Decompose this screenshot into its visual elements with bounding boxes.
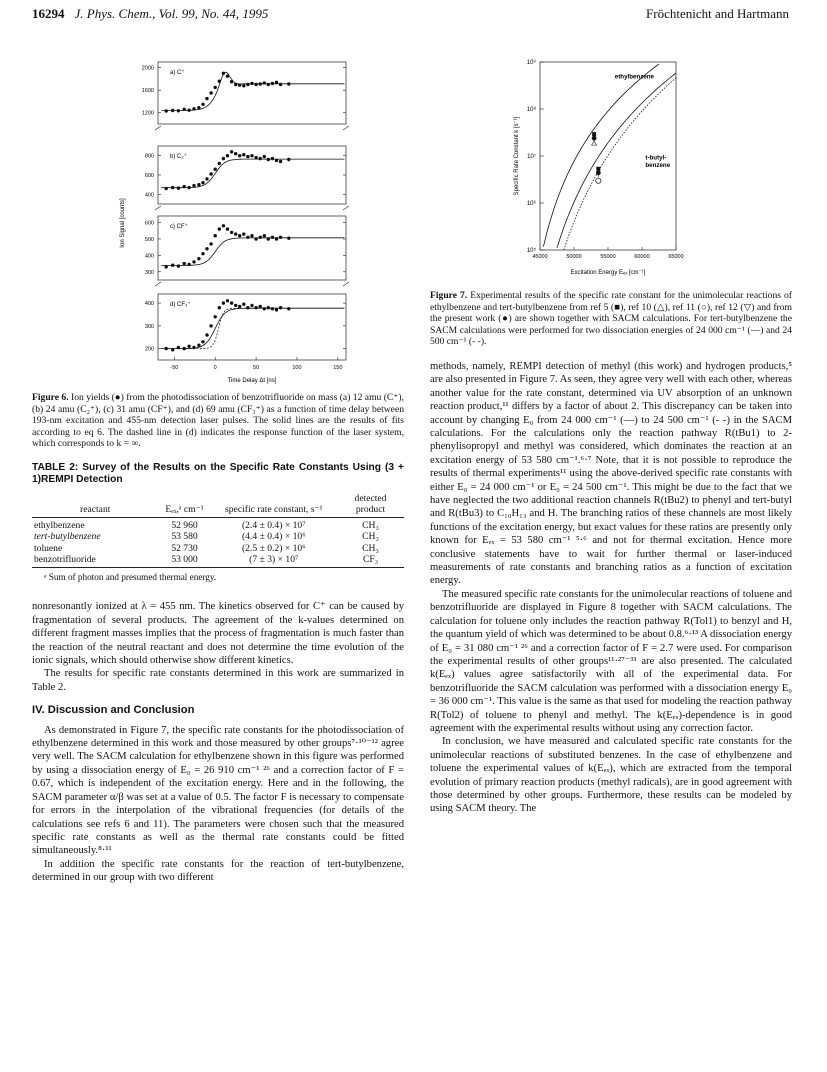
data-point bbox=[238, 83, 241, 86]
data-point bbox=[238, 234, 241, 237]
table-row bbox=[32, 531, 404, 542]
response-function-curve bbox=[161, 308, 344, 348]
data-point bbox=[192, 107, 195, 110]
x-tick-label: 45000 bbox=[532, 254, 548, 260]
table-cell-rate: (7 ± 3) × 10⁷ bbox=[211, 554, 337, 568]
data-point bbox=[271, 236, 274, 239]
x-tick-label: 150 bbox=[333, 365, 343, 371]
journal-citation: J. Phys. Chem., Vol. 99, No. 44, 1995 bbox=[74, 6, 269, 21]
data-point bbox=[275, 81, 278, 84]
data-point bbox=[201, 340, 204, 343]
data-point bbox=[177, 264, 180, 267]
data-point bbox=[197, 106, 200, 109]
data-point bbox=[267, 158, 270, 161]
table-2-header-product: detected product bbox=[337, 491, 404, 518]
running-header bbox=[32, 6, 789, 24]
table-cell-energy: 53 000 bbox=[158, 554, 210, 568]
t-butyl-label: t-butyl- bbox=[645, 154, 667, 162]
left-paragraph-4: In addition the specific rate constants for the reaction of tert-butylbenzene, determined in our group with two different bbox=[32, 858, 404, 884]
panel-frame bbox=[158, 62, 346, 124]
left-column bbox=[32, 392, 404, 885]
panel-label: a) C⁺ bbox=[170, 70, 185, 76]
fit-curve bbox=[161, 72, 344, 110]
x-tick-label: -50 bbox=[170, 365, 179, 371]
data-point bbox=[230, 231, 233, 234]
data-point bbox=[263, 155, 266, 158]
figure-6-plot bbox=[110, 58, 380, 388]
data-point bbox=[271, 157, 274, 160]
data-point bbox=[254, 156, 257, 159]
y-axis-label: Specific Rate Constant k [s⁻¹] bbox=[514, 116, 520, 196]
data-point bbox=[218, 306, 221, 309]
data-point bbox=[275, 308, 278, 311]
data-point bbox=[214, 234, 217, 237]
data-point bbox=[592, 136, 597, 141]
data-point bbox=[171, 109, 174, 112]
data-point bbox=[254, 83, 257, 86]
data-point bbox=[177, 109, 180, 112]
axis-break bbox=[343, 126, 349, 130]
y-axis-label: Ion Signal [counts] bbox=[120, 198, 126, 248]
ethylbenzene-label: ethylbenzene bbox=[614, 73, 655, 81]
table-2-footnote: ᵃ Sum of photon and presumed thermal energy. bbox=[44, 572, 217, 582]
y-tick-label: 10⁷ bbox=[527, 154, 536, 160]
y-tick-label: 1200 bbox=[141, 110, 154, 117]
table-cell-energy: 52 960 bbox=[171, 520, 198, 532]
data-point bbox=[242, 232, 245, 235]
data-point bbox=[254, 306, 257, 309]
data-point bbox=[183, 262, 186, 265]
data-point bbox=[250, 234, 253, 237]
table-2-header-rate: specific rate constant, s⁻¹ bbox=[211, 491, 337, 518]
data-point bbox=[214, 86, 217, 89]
x-tick-label: 65000 bbox=[668, 254, 684, 260]
data-point bbox=[246, 155, 249, 158]
table-cell-product: CH₃ bbox=[362, 531, 379, 543]
figure-7-plot bbox=[500, 56, 700, 288]
data-point bbox=[165, 109, 168, 112]
ref-5-marker bbox=[596, 167, 600, 171]
data-point bbox=[226, 227, 229, 230]
x-axis-label: Excitation Energy Eₑₓ [cm⁻¹] bbox=[570, 270, 646, 276]
data-point bbox=[171, 186, 174, 189]
y-tick-label: 500 bbox=[144, 236, 154, 243]
table-cell-reactant: tert-butylbenzene bbox=[34, 531, 101, 543]
y-tick-label: 600 bbox=[144, 220, 154, 227]
figure-6-caption-text: Ion yields (●) from the photodissociation of benzotrifluoride on mass (a) 12 amu (C⁺), (b) 24 amu (C₂⁺), (c) 31 amu (CF⁺), and (d) 69 amu (CF₃⁺) as a function of time delay between 193-nm excitation and 455-nm detection laser pulses. The solid lines are the results of fits according to eq 6. The dashed line in (d) indicates the response function of the laser system, which corresponds to k = ∞. bbox=[32, 392, 404, 450]
data-point bbox=[250, 304, 253, 307]
panel-label: b) C₂⁺ bbox=[170, 154, 187, 160]
figure-7-caption bbox=[430, 290, 792, 348]
data-point bbox=[214, 168, 217, 171]
data-point bbox=[275, 159, 278, 162]
data-point bbox=[287, 82, 290, 85]
benzene-label: benzene bbox=[645, 162, 671, 170]
header-authors: Fröchtenicht and Hartmann bbox=[646, 6, 789, 21]
data-point bbox=[197, 183, 200, 186]
right-paragraph-3: In conclusion, we have measured and calculated specific rate constants for the unimolecular reactions of substituted benzenes. In the case of ethylbenzene and toluene the experimental values of k(Eₑₓ), which are extracted from the temporal evolution of primary reaction products (methyl radicals), are in good agreement with those determined by other groups. Furthermore, these results can be modeled by using SACM theory. The bbox=[430, 736, 792, 815]
data-point bbox=[250, 154, 253, 157]
y-tick-label: 600 bbox=[144, 173, 154, 179]
data-point bbox=[246, 306, 249, 309]
data-point bbox=[205, 177, 208, 180]
data-point bbox=[177, 186, 180, 189]
table-row bbox=[32, 518, 404, 532]
y-tick-label: 400 bbox=[144, 192, 154, 199]
table-2-header-energy: Eₑₓ,ᵃ cm⁻¹ bbox=[158, 491, 210, 518]
data-point bbox=[165, 187, 168, 190]
data-point bbox=[259, 236, 262, 239]
data-point bbox=[234, 152, 237, 155]
table-cell-energy: 53 580 bbox=[171, 531, 198, 543]
data-point bbox=[263, 307, 266, 310]
data-point bbox=[222, 157, 225, 160]
x-tick-label: 55000 bbox=[600, 254, 616, 260]
data-point bbox=[197, 344, 200, 347]
table-cell-rate: (2.5 ± 0.2) × 10⁶ bbox=[241, 542, 306, 554]
data-point bbox=[222, 224, 225, 227]
right-paragraph-2: The measured specific rate constants for the unimolecular reactions of toluene and benzotrifluoride are displayed in Figure 8 together with SACM calculations. The calculation for toluene only includes the reaction pathway R(Tol1) to benzyl and H, the quantum yield of which was determined to be about 0.8.⁶·¹³ A dissociation energy of E₀ = 31 080 cm⁻¹ ²⁶ and a correction factor of F = 2.7 were used. For comparison the experimental results of other groups¹¹·²⁷⁻³¹ are also presented. The calculated k(Eₑₓ) values agree satisfactorily with all of the experimental data. For benzotrifluoride the SACM calculation was performed with a dissociation energy E₀ = 36 000 cm⁻¹. This value is the same as that used for modeling the reaction pathway R(Tol2) of toluene to phenyl and methyl. The k(Eₑₓ)-dependence is in good agreement with the experimental results without using any correction factor. bbox=[430, 588, 792, 734]
data-point bbox=[279, 83, 282, 86]
y-tick-label: 10⁵ bbox=[526, 248, 536, 254]
data-point bbox=[226, 74, 229, 77]
y-tick-label: 10⁹ bbox=[526, 60, 536, 66]
data-point bbox=[192, 346, 195, 349]
data-point bbox=[242, 84, 245, 87]
data-point bbox=[209, 324, 212, 327]
data-point bbox=[187, 109, 190, 112]
data-point bbox=[187, 186, 190, 189]
data-point bbox=[218, 162, 221, 165]
table-cell-reactant: ethylbenzene bbox=[34, 520, 85, 532]
table-cell-rate: (2.4 ± 0.4) × 10⁷ bbox=[241, 520, 306, 532]
y-tick-label: 400 bbox=[144, 301, 154, 308]
ref-11-marker bbox=[596, 178, 601, 183]
table-row bbox=[32, 554, 404, 568]
x-tick-label: 100 bbox=[292, 365, 302, 371]
data-point bbox=[246, 236, 249, 239]
data-point bbox=[246, 83, 249, 86]
x-tick-label: 50 bbox=[253, 365, 260, 371]
data-point bbox=[287, 158, 290, 161]
data-point bbox=[192, 260, 195, 263]
ref-5-marker bbox=[592, 132, 596, 136]
fit-curve bbox=[161, 238, 344, 266]
data-point bbox=[222, 72, 225, 75]
data-point bbox=[165, 347, 168, 350]
data-point bbox=[259, 305, 262, 308]
data-point bbox=[205, 247, 208, 250]
data-point bbox=[267, 237, 270, 240]
data-point bbox=[201, 181, 204, 184]
data-point bbox=[242, 303, 245, 306]
data-point bbox=[275, 237, 278, 240]
y-tick-label: 200 bbox=[144, 346, 154, 353]
panel-label: d) CF₃⁺ bbox=[170, 302, 191, 308]
data-point bbox=[271, 307, 274, 310]
data-point bbox=[267, 306, 270, 309]
table-row bbox=[32, 543, 404, 554]
left-paragraph-1: nonresonantly ionized at λ = 455 nm. The kinetics observed for C⁺ can be caused by fragmentation of several products. The agreement of the k-values determined on different fragment masses implies that the process of fragmentation is much faster than the reaction of the neutral reactant and does not determine the time evolution of the ionic signals, which should otherwise show different kinetics. bbox=[32, 601, 404, 667]
x-tick-label: 0 bbox=[213, 365, 217, 371]
data-point bbox=[209, 172, 212, 175]
axis-break bbox=[155, 126, 161, 130]
data-point bbox=[596, 170, 601, 175]
page-number: 16294 bbox=[32, 6, 65, 21]
fit-curve bbox=[161, 308, 344, 348]
header-left bbox=[32, 6, 268, 22]
data-point bbox=[250, 82, 253, 85]
table-2-header-reactant: reactant bbox=[32, 491, 158, 518]
data-point bbox=[201, 103, 204, 106]
data-point bbox=[242, 153, 245, 156]
table-cell-product: CH₃ bbox=[362, 542, 379, 554]
figure-7-caption-label: Figure 7. bbox=[430, 290, 468, 301]
right-paragraph-1: methods, namely, REMPI detection of methyl (this work) and hydrogen products,⁵ are also presented in Figure 7. As seen, they agree very well with each other, whereas another value for the rate constant, determined via UV absorption of an unknown reaction product,¹¹ differs by a factor of about 2. This discrepancy can be taken into account by changing E₀ from 24 000 cm⁻¹ (—) to 24 500 cm⁻¹ (- -) in the SACM calculations. For the calculations only the reaction pathway R(tBu1) to 2-phenylisopropyl and methyl was considered, which dominates the reaction at an excitation energy of 53 580 cm⁻¹.⁶·⁷ Note, that it is not possible to reproduce the results of thermal experiments¹¹ using the above-derived specific rate constants with either E₀ = 24 000 cm⁻¹ or E₀ = 24 500 cm⁻¹. This might be due to the fact that we have neglected the two additional reaction channels R(tBu2) to phenyl and tert-butyl and R(tBu3) to C₁₀H₁₃ and H. The branching ratios of these channels are most likely functions of the excitation energy, but exact values for these ratios are presently only known for Eₑₓ = 53 580 cm⁻¹ ⁵·⁶ and not for thermal excitation. Hence more conclusive statements have to wait for further thermal or laser-induced measurements of rate constants and branching ratios as a function of excitation energy. bbox=[430, 360, 792, 587]
data-point bbox=[234, 304, 237, 307]
data-point bbox=[271, 82, 274, 85]
y-tick-label: 300 bbox=[144, 269, 154, 276]
table-2-body bbox=[32, 518, 404, 568]
table-cell-energy: 52 730 bbox=[171, 542, 198, 554]
data-point bbox=[177, 346, 180, 349]
data-point bbox=[279, 160, 282, 163]
figure-7-caption-text: Experimental results of the specific rate constant for the unimolecular reactions of ethylbenzene and tert-butylbenzene from ref 5 (■), ref 10 (△), ref 11 (○), ref 12 (▽) and from the present work (●) are shown together with SACM calculations. For tert-butylbenzene the SACM calculations were performed for two dissociation energies of 24 000 cm⁻¹ (—) and 24 500 cm⁻¹ (- -). bbox=[430, 290, 792, 348]
data-point bbox=[183, 108, 186, 111]
x-tick-label: 50000 bbox=[566, 254, 582, 260]
data-point bbox=[209, 242, 212, 245]
fit-curve bbox=[161, 159, 344, 188]
y-tick-label: 10⁸ bbox=[526, 107, 536, 113]
data-point bbox=[201, 252, 204, 255]
left-paragraph-2: The results for specific rate constants determined in this work are summarized in Table 2. bbox=[32, 668, 404, 693]
data-point bbox=[165, 265, 168, 268]
y-tick-label: 10⁶ bbox=[526, 201, 536, 207]
data-point bbox=[192, 184, 195, 187]
data-point bbox=[187, 263, 190, 266]
table-cell-reactant: benzotrifluoride bbox=[32, 554, 158, 568]
data-point bbox=[183, 185, 186, 188]
table-2-title: TABLE 2: Survey of the Results on the Specific Rate Constants Using (3 + 1)REMPI Detection bbox=[32, 461, 404, 486]
section-heading: IV. Discussion and Conclusion bbox=[32, 704, 195, 717]
right-column bbox=[430, 290, 792, 816]
data-point bbox=[238, 305, 241, 308]
y-tick-label: 300 bbox=[144, 323, 154, 330]
data-point bbox=[259, 82, 262, 85]
data-point bbox=[287, 307, 290, 310]
data-point bbox=[230, 80, 233, 83]
data-point bbox=[279, 306, 282, 309]
data-point bbox=[226, 299, 229, 302]
x-axis-label: Time Delay Δt [ns] bbox=[227, 378, 277, 384]
data-point bbox=[222, 301, 225, 304]
data-point bbox=[209, 91, 212, 94]
data-point bbox=[205, 333, 208, 336]
data-point bbox=[171, 348, 174, 351]
data-point bbox=[238, 154, 241, 157]
data-point bbox=[183, 347, 186, 350]
data-point bbox=[263, 234, 266, 237]
panel-label: c) CF⁺ bbox=[170, 224, 188, 230]
table-cell-reactant: toluene bbox=[34, 542, 63, 554]
table-cell-rate: (4.4 ± 0.4) × 10⁶ bbox=[241, 531, 306, 543]
table-2 bbox=[32, 491, 404, 568]
y-tick-label: 1600 bbox=[141, 88, 154, 95]
y-tick-label: 800 bbox=[144, 153, 154, 160]
axis-break bbox=[343, 282, 349, 286]
axis-break bbox=[155, 282, 161, 286]
data-point bbox=[267, 83, 270, 86]
data-point bbox=[197, 257, 200, 260]
axis-break bbox=[155, 206, 161, 210]
data-point bbox=[230, 150, 233, 153]
data-point bbox=[230, 301, 233, 304]
data-point bbox=[171, 264, 174, 267]
data-point bbox=[287, 237, 290, 240]
y-tick-label: 2000 bbox=[141, 65, 154, 72]
axis-break bbox=[343, 206, 349, 210]
data-point bbox=[234, 83, 237, 86]
y-tick-label: 400 bbox=[144, 253, 154, 260]
data-point bbox=[234, 232, 237, 235]
table-cell-product: CF₃ bbox=[337, 554, 404, 568]
data-point bbox=[187, 345, 190, 348]
figure-6-caption-label: Figure 6. bbox=[32, 392, 69, 403]
data-point bbox=[205, 97, 208, 100]
x-tick-label: 60000 bbox=[634, 254, 650, 260]
data-point bbox=[226, 154, 229, 157]
data-point bbox=[263, 81, 266, 84]
data-point bbox=[218, 227, 221, 230]
data-point bbox=[279, 236, 282, 239]
data-point bbox=[214, 315, 217, 318]
data-point bbox=[259, 157, 262, 160]
table-cell-product: CH₃ bbox=[362, 520, 379, 532]
sacm-curve-ethylbenzene bbox=[543, 64, 659, 247]
left-paragraph-3: As demonstrated in Figure 7, the specific rate constants for the photodissociation of ethylbenzene determined in this work and those measured by other groups⁷·¹⁰⁻¹² agree very well. The SACM calculation for ethylbenzene shown in this figure was performed by using a dissociation energy of E₀ = 26 910 cm⁻¹ ²⁶ and a correction factor of F = 0.67, which is independent of the excitation energy. Here and in the following, the SACM parameter α/β was set at a value of 0.5. The factor F is necessary to compensate for errors in the interpolation of the vibrational frequencies (for details of the calculations see refs 6 and 11). The parameters were chosen such that the measured specific rate constants as well as the thermal rate constants could be fitted simultaneously.⁸·¹¹ bbox=[32, 724, 404, 857]
data-point bbox=[218, 80, 221, 83]
figure-6-caption bbox=[32, 392, 404, 450]
data-point bbox=[254, 237, 257, 240]
